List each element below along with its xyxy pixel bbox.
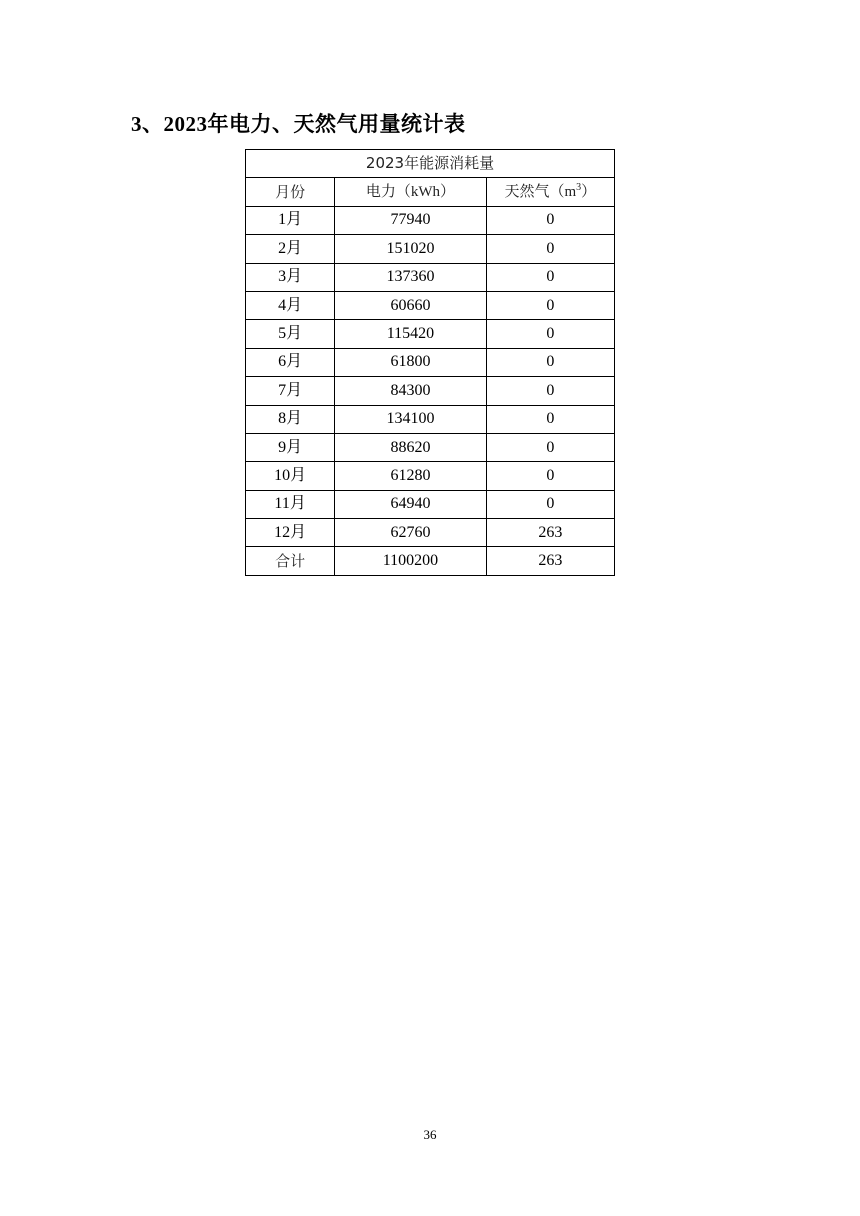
gas-cell: 0 xyxy=(486,291,614,319)
table-row xyxy=(246,235,615,263)
month-cell: 3月 xyxy=(246,263,335,291)
gas-cell: 0 xyxy=(486,348,614,376)
gas-cell: 0 xyxy=(486,206,614,234)
gas-cell: 0 xyxy=(486,263,614,291)
electricity-cell: 88620 xyxy=(335,433,486,461)
page-number: 36 xyxy=(423,1127,437,1142)
electricity-cell: 61280 xyxy=(335,462,486,490)
total-gas-cell: 263 xyxy=(486,547,614,575)
electricity-cell: 137360 xyxy=(335,263,486,291)
gas-cell: 0 xyxy=(486,490,614,518)
table-row xyxy=(246,433,615,461)
electricity-cell: 77940 xyxy=(335,206,486,234)
gas-cell: 0 xyxy=(486,405,614,433)
gas-cell: 263 xyxy=(486,519,614,547)
table-row xyxy=(246,462,615,490)
electricity-unit: kWh xyxy=(410,184,441,201)
electricity-column-header xyxy=(335,178,486,206)
electricity-cell: 61800 xyxy=(335,348,486,376)
gas-column-header xyxy=(486,178,614,206)
table-row xyxy=(246,206,615,234)
gas-cell: 0 xyxy=(486,462,614,490)
electricity-cell: 115420 xyxy=(335,320,486,348)
table-row xyxy=(246,291,615,319)
gas-cell: 0 xyxy=(486,433,614,461)
section-heading: 3、2023年电力、天然气用量统计表 xyxy=(131,112,466,136)
month-cell: 8月 xyxy=(246,405,335,433)
month-cell: 12月 xyxy=(246,519,335,547)
table-row xyxy=(246,263,615,291)
table-row xyxy=(246,490,615,518)
month-cell: 6月 xyxy=(246,348,335,376)
table-row xyxy=(246,348,615,376)
electricity-cell: 64940 xyxy=(335,490,486,518)
table-row xyxy=(246,405,615,433)
table-row xyxy=(246,320,615,348)
electricity-header-close: ） xyxy=(440,182,456,201)
total-label-cell: 合计 xyxy=(246,547,335,575)
gas-header-label: 天然气（ xyxy=(504,182,565,201)
electricity-cell: 60660 xyxy=(335,291,486,319)
month-column-header: 月份 xyxy=(246,178,335,206)
table-caption-row xyxy=(246,150,615,178)
electricity-cell: 62760 xyxy=(335,519,486,547)
month-cell: 4月 xyxy=(246,291,335,319)
table-total-row xyxy=(246,547,615,575)
month-cell: 9月 xyxy=(246,433,335,461)
gas-header-close: ） xyxy=(581,182,597,201)
electricity-header-label: 电力（ xyxy=(365,182,411,201)
month-cell: 5月 xyxy=(246,320,335,348)
month-cell: 7月 xyxy=(246,377,335,405)
electricity-cell: 151020 xyxy=(335,235,486,263)
table-row xyxy=(246,377,615,405)
table-header-row xyxy=(246,178,615,206)
total-electricity-cell: 1100200 xyxy=(335,547,486,575)
gas-unit: m xyxy=(564,184,577,201)
gas-cell: 0 xyxy=(486,320,614,348)
electricity-cell: 134100 xyxy=(335,405,486,433)
gas-cell: 0 xyxy=(486,377,614,405)
table-caption: 2023年能源消耗量 xyxy=(246,150,615,178)
month-cell: 10月 xyxy=(246,462,335,490)
energy-consumption-table xyxy=(245,149,615,576)
gas-cell: 0 xyxy=(486,235,614,263)
month-cell: 1月 xyxy=(246,206,335,234)
electricity-cell: 84300 xyxy=(335,377,486,405)
gas-unit-exponent: 3 xyxy=(576,182,582,194)
month-cell: 11月 xyxy=(246,490,335,518)
month-cell: 2月 xyxy=(246,235,335,263)
table-row xyxy=(246,519,615,547)
